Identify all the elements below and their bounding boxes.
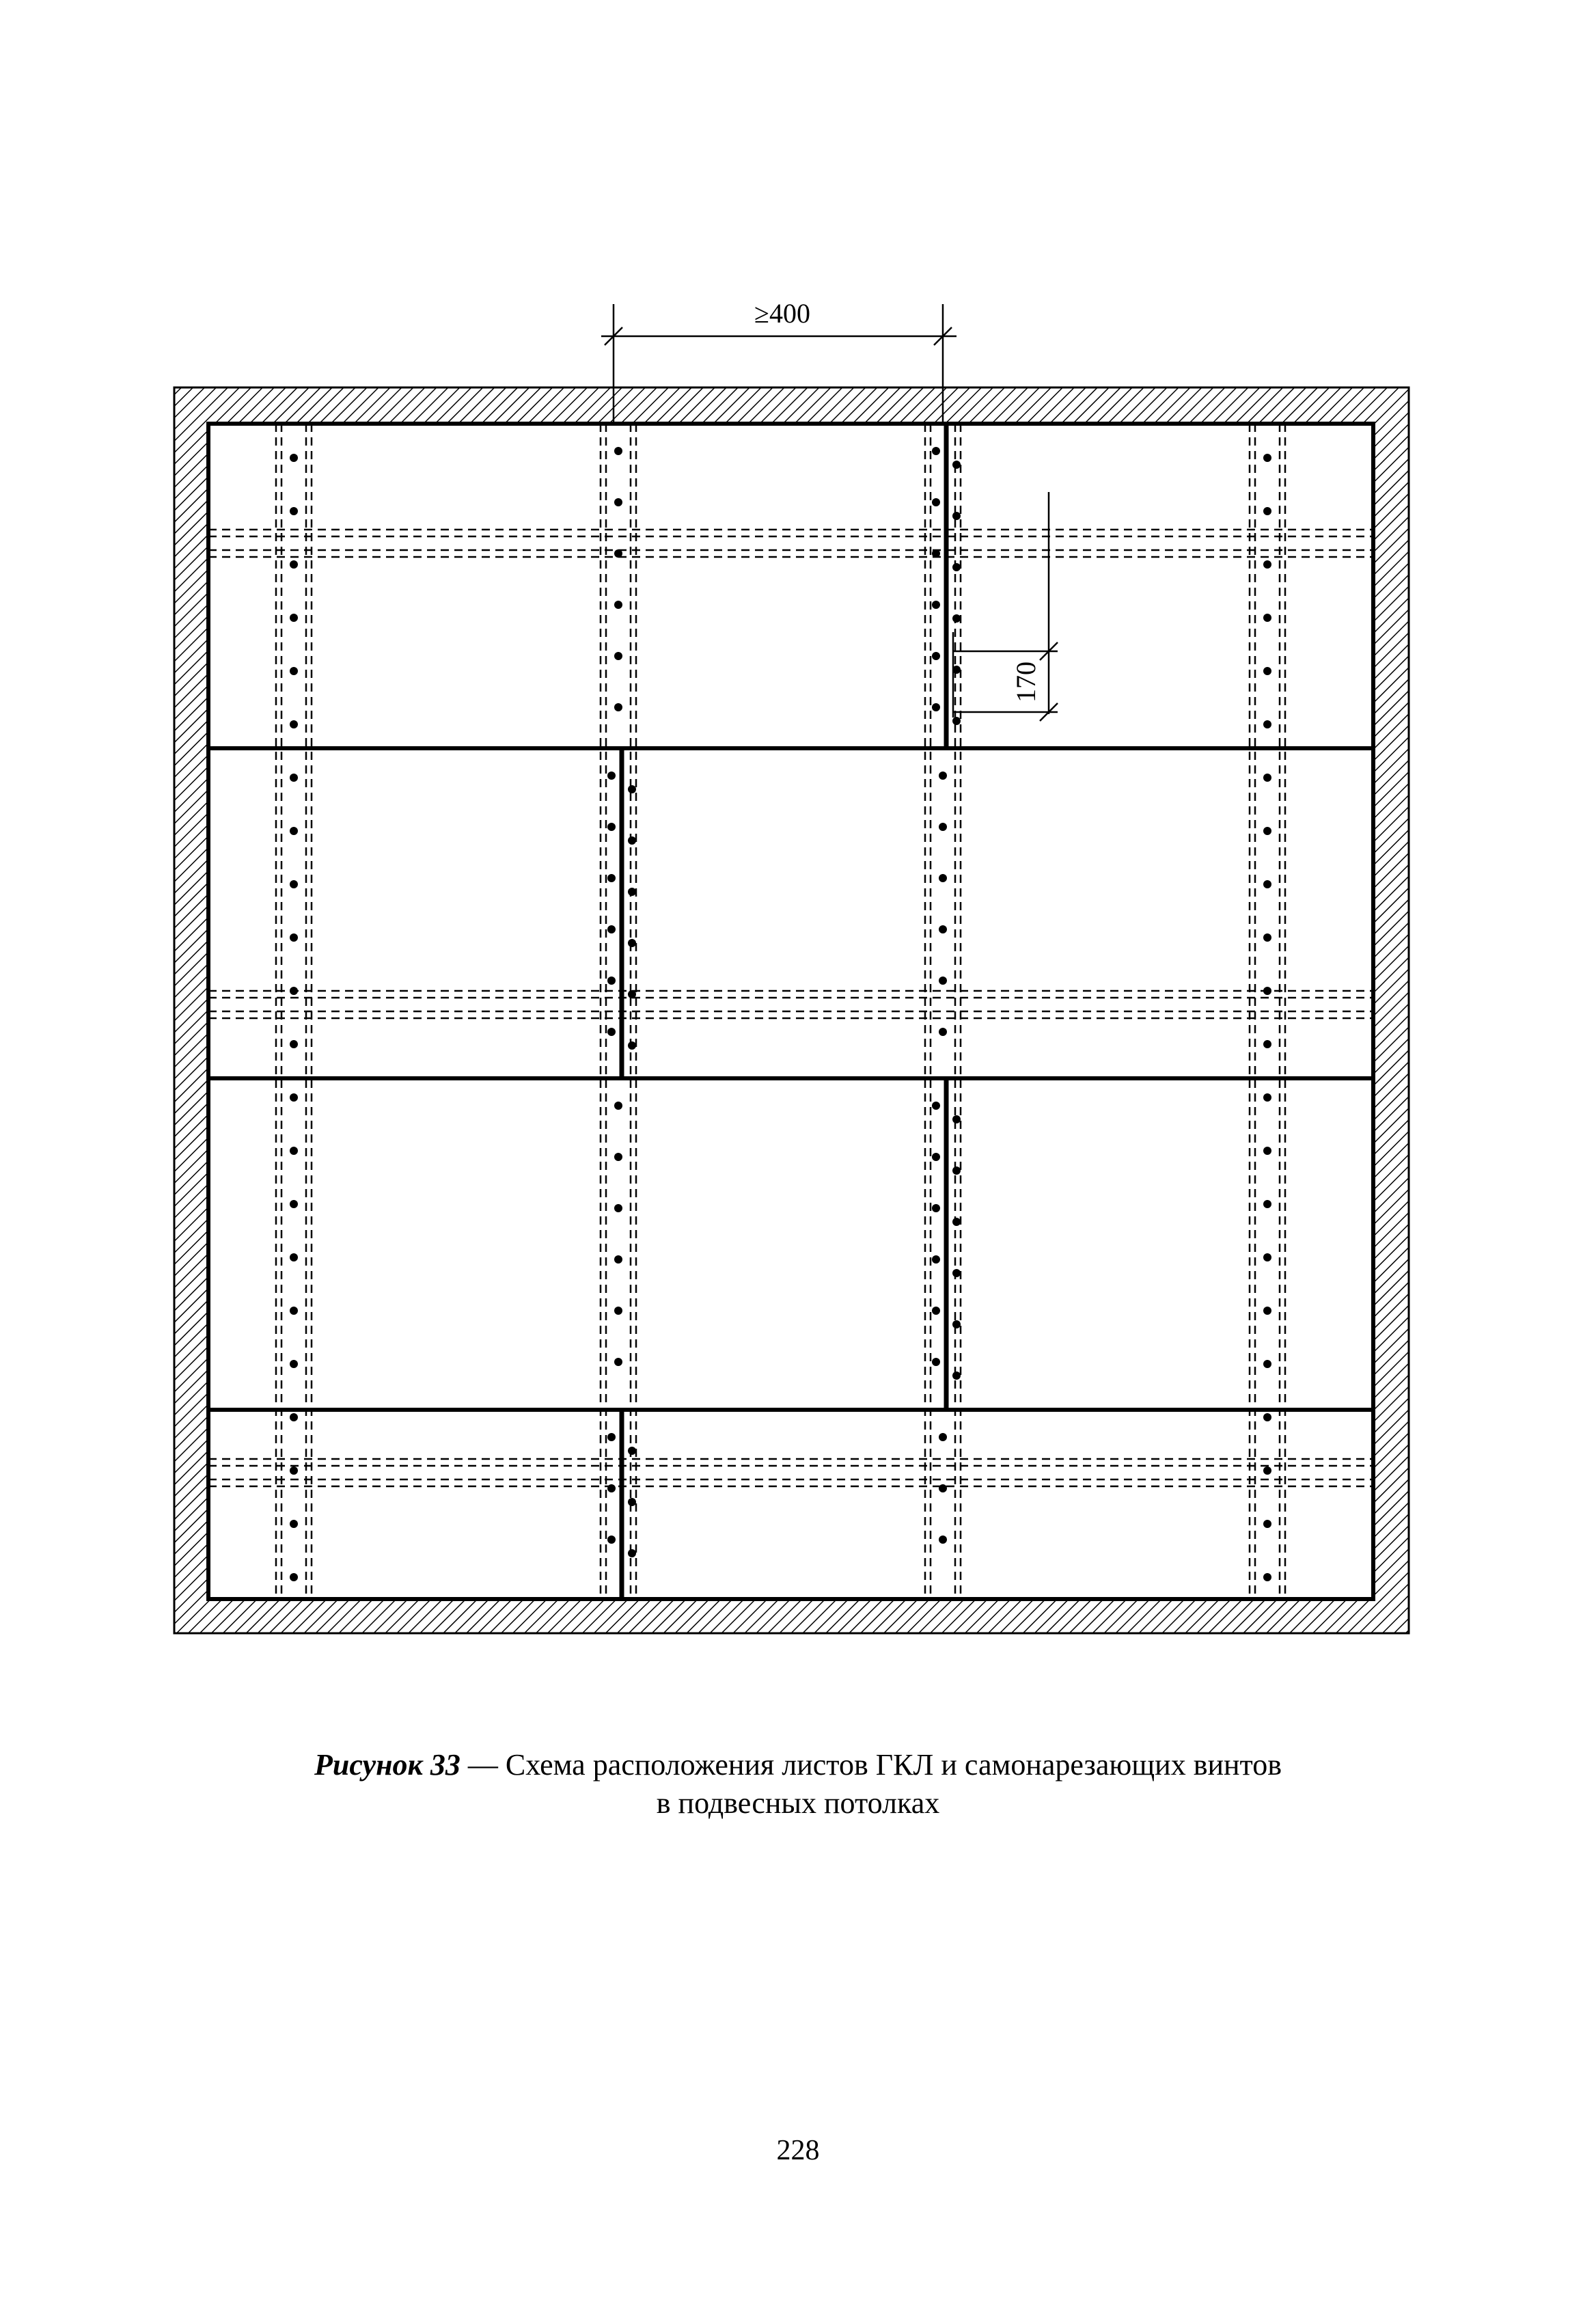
screw-point: [1263, 1200, 1271, 1208]
screw-point: [1263, 1253, 1271, 1261]
screw-point: [290, 560, 298, 569]
screw-point: [607, 823, 616, 831]
screw-point: [932, 498, 940, 506]
screw-point: [1263, 1360, 1271, 1368]
caption-dash: —: [460, 1748, 506, 1782]
screw-point: [1263, 1573, 1271, 1581]
screw-point: [607, 874, 616, 882]
caption-line-2: в подвесных потолках: [656, 1786, 940, 1820]
screw-point: [952, 512, 961, 520]
screw-point: [628, 939, 636, 947]
figure-label: Рисунок 33: [314, 1748, 460, 1782]
screw-point: [614, 1255, 622, 1264]
screw-point: [952, 1269, 961, 1277]
screw-point: [932, 1204, 940, 1212]
screw-point: [290, 827, 298, 835]
screw-point: [939, 925, 947, 933]
screw-point: [628, 990, 636, 998]
spacing-dimension-label: ≥400: [754, 298, 810, 329]
screw-point: [932, 652, 940, 660]
screw-point: [290, 1466, 298, 1475]
screw-point: [952, 717, 961, 725]
screw-point: [952, 614, 961, 623]
screw-point: [614, 703, 622, 711]
screw-point: [628, 785, 636, 793]
screw-point: [932, 1255, 940, 1264]
screw-point: [1263, 1093, 1271, 1102]
screw-point: [290, 987, 298, 995]
screw-point: [952, 461, 961, 469]
screw-point: [952, 1320, 961, 1328]
screw-pitch-dimension-label: 170: [1010, 661, 1041, 702]
screw-point: [290, 1147, 298, 1155]
screw-point: [932, 703, 940, 711]
screw-point: [1263, 880, 1271, 888]
screw-point: [290, 1040, 298, 1048]
screw-point: [607, 772, 616, 780]
screw-point: [607, 1028, 616, 1036]
screw-point: [1263, 827, 1271, 835]
screw-point: [1263, 667, 1271, 675]
screw-point: [614, 498, 622, 506]
screw-point: [1263, 1307, 1271, 1315]
screw-point: [290, 1360, 298, 1368]
screw-point: [939, 772, 947, 780]
screw-point: [628, 888, 636, 896]
screw-point: [939, 1484, 947, 1492]
screw-point: [290, 880, 298, 888]
screw-point: [1263, 507, 1271, 515]
screw-point: [614, 447, 622, 455]
screw-point: [932, 447, 940, 455]
screw-point: [1263, 560, 1271, 569]
screw-point: [932, 601, 940, 609]
page-number: 228: [776, 2135, 820, 2166]
screw-point: [607, 977, 616, 985]
screw-point: [290, 1413, 298, 1421]
screw-point: [290, 507, 298, 515]
screw-point: [1263, 1040, 1271, 1048]
screw-point: [932, 1102, 940, 1110]
screw-point: [1263, 774, 1271, 782]
screw-point: [614, 1102, 622, 1110]
screw-point: [614, 601, 622, 609]
caption-text-1: Схема расположения листов ГКЛ и самонарезающих винтов: [505, 1748, 1282, 1782]
screw-point: [628, 1549, 636, 1557]
screw-point: [290, 614, 298, 622]
screw-point: [614, 1358, 622, 1366]
screw-point: [290, 1307, 298, 1315]
screw-point: [932, 1358, 940, 1366]
screw-point: [939, 977, 947, 985]
screw-point: [939, 1536, 947, 1544]
screw-point: [952, 1115, 961, 1123]
screw-point: [1263, 1147, 1271, 1155]
screw-point: [952, 1166, 961, 1175]
screw-point: [628, 1041, 636, 1050]
screw-point: [1263, 1520, 1271, 1528]
screw-point: [290, 1093, 298, 1102]
screw-point: [1263, 987, 1271, 995]
screw-point: [614, 1307, 622, 1315]
screw-point: [932, 1307, 940, 1315]
screw-point: [1263, 933, 1271, 942]
figure-caption: [0, 1746, 1596, 1823]
screw-point: [614, 652, 622, 660]
screw-point: [290, 774, 298, 782]
screw-point: [1263, 720, 1271, 728]
screw-point: [952, 1371, 961, 1380]
screw-point: [952, 563, 961, 571]
screw-point: [1263, 1413, 1271, 1421]
screw-point: [628, 1498, 636, 1506]
screw-point: [1263, 1466, 1271, 1475]
screw-point: [290, 720, 298, 728]
screw-point: [290, 454, 298, 462]
screw-point: [290, 667, 298, 675]
screw-point: [939, 1433, 947, 1441]
screw-point: [939, 1028, 947, 1036]
screw-point: [290, 933, 298, 942]
screw-point: [290, 1520, 298, 1528]
screw-point: [939, 823, 947, 831]
screw-point: [607, 1433, 616, 1441]
screw-point: [628, 836, 636, 845]
screw-point: [628, 1447, 636, 1455]
screw-point: [614, 1204, 622, 1212]
screw-point: [614, 1153, 622, 1161]
screw-point: [614, 549, 622, 558]
screw-point: [290, 1200, 298, 1208]
screw-point: [607, 1536, 616, 1544]
screw-point: [939, 874, 947, 882]
screw-point: [607, 1484, 616, 1492]
caption-line-1: [0, 1746, 1596, 1784]
screw-point: [1263, 454, 1271, 462]
screw-point: [290, 1573, 298, 1581]
screw-point: [290, 1253, 298, 1261]
screw-point: [932, 549, 940, 558]
screw-point: [952, 1218, 961, 1226]
screw-point: [607, 925, 616, 933]
screw-point: [1263, 614, 1271, 622]
screw-point: [932, 1153, 940, 1161]
